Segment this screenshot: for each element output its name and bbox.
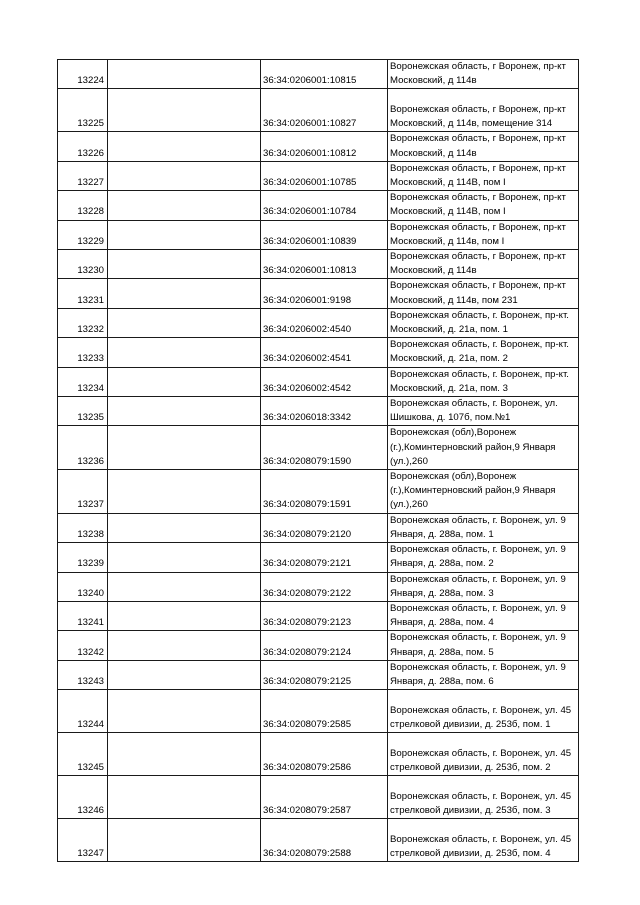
cadastral-number-cell: 36:34:0208079:1591 — [261, 470, 388, 514]
cadastral-number-cell: 36:34:0206002:4541 — [261, 338, 388, 367]
empty-cell — [108, 191, 261, 220]
empty-cell — [108, 308, 261, 337]
cadastral-number-cell: 36:34:0206001:9198 — [261, 279, 388, 308]
table-row — [58, 191, 579, 220]
empty-cell — [108, 250, 261, 279]
empty-cell — [108, 733, 261, 776]
table-row — [58, 397, 579, 426]
table-row — [58, 572, 579, 601]
record-number-cell: 13241 — [58, 601, 108, 630]
property-table — [57, 59, 579, 862]
address-cell: Воронежская область, г Воронеж, пр-кт Московский, д 114В, пом I — [388, 191, 579, 220]
empty-cell — [108, 513, 261, 542]
table-row — [58, 513, 579, 542]
empty-cell — [108, 819, 261, 862]
address-cell: Воронежская область, г. Воронеж, ул. Шишкова, д. 107б, пом.№1 — [388, 397, 579, 426]
table-row — [58, 367, 579, 396]
cadastral-number-cell: 36:34:0206001:10785 — [261, 161, 388, 190]
address-cell: Воронежская область, г Воронеж, пр-кт Московский, д 114в — [388, 250, 579, 279]
table-row — [58, 308, 579, 337]
empty-cell — [108, 397, 261, 426]
address-cell: Воронежская область, г. Воронеж, ул. 45 стрелковой дивизии, д. 253б, пом. 1 — [388, 690, 579, 733]
cadastral-number-cell: 36:34:0208079:2120 — [261, 513, 388, 542]
table-row — [58, 660, 579, 689]
address-cell: Воронежская область, г. Воронеж, ул. 9 Января, д. 288а, пом. 2 — [388, 543, 579, 572]
table-row — [58, 89, 579, 132]
property-table-body — [58, 60, 579, 862]
record-number-cell: 13227 — [58, 161, 108, 190]
cadastral-number-cell: 36:34:0208079:2585 — [261, 690, 388, 733]
empty-cell — [108, 161, 261, 190]
record-number-cell: 13228 — [58, 191, 108, 220]
cadastral-number-cell: 36:34:0206002:4540 — [261, 308, 388, 337]
empty-cell — [108, 572, 261, 601]
record-number-cell: 13226 — [58, 132, 108, 161]
table-row — [58, 776, 579, 819]
empty-cell — [108, 690, 261, 733]
address-cell: Воронежская область, г. Воронеж, ул. 9 Января, д. 288а, пом. 1 — [388, 513, 579, 542]
address-cell: Воронежская область, г. Воронеж, пр-кт. Московский, д. 21а, пом. 1 — [388, 308, 579, 337]
table-row — [58, 132, 579, 161]
record-number-cell: 13245 — [58, 733, 108, 776]
cadastral-number-cell: 36:34:0208079:2121 — [261, 543, 388, 572]
empty-cell — [108, 776, 261, 819]
record-number-cell: 13230 — [58, 250, 108, 279]
empty-cell — [108, 426, 261, 470]
cadastral-number-cell: 36:34:0206001:10812 — [261, 132, 388, 161]
table-row — [58, 279, 579, 308]
cadastral-number-cell: 36:34:0208079:2124 — [261, 631, 388, 660]
record-number-cell: 13233 — [58, 338, 108, 367]
empty-cell — [108, 470, 261, 514]
empty-cell — [108, 543, 261, 572]
empty-cell — [108, 631, 261, 660]
record-number-cell: 13242 — [58, 631, 108, 660]
empty-cell — [108, 89, 261, 132]
cadastral-number-cell: 36:34:0206001:10827 — [261, 89, 388, 132]
record-number-cell: 13232 — [58, 308, 108, 337]
table-row — [58, 543, 579, 572]
table-row — [58, 733, 579, 776]
cadastral-number-cell: 36:34:0208079:2587 — [261, 776, 388, 819]
empty-cell — [108, 60, 261, 89]
record-number-cell: 13234 — [58, 367, 108, 396]
record-number-cell: 13247 — [58, 819, 108, 862]
record-number-cell: 13236 — [58, 426, 108, 470]
address-cell: Воронежская область, г. Воронеж, ул. 9 Января, д. 288а, пом. 5 — [388, 631, 579, 660]
table-row — [58, 631, 579, 660]
address-cell: Воронежская область, г. Воронеж, ул. 9 Января, д. 288а, пом. 4 — [388, 601, 579, 630]
address-cell: Воронежская область, г. Воронеж, ул. 45 стрелковой дивизии, д. 253б, пом. 2 — [388, 733, 579, 776]
empty-cell — [108, 132, 261, 161]
table-row — [58, 250, 579, 279]
record-number-cell: 13239 — [58, 543, 108, 572]
address-cell: Воронежская область, г. Воронеж, ул. 45 стрелковой дивизии, д. 253б, пом. 4 — [388, 819, 579, 862]
cadastral-number-cell: 36:34:0206001:10784 — [261, 191, 388, 220]
table-row — [58, 60, 579, 89]
table-row — [58, 690, 579, 733]
empty-cell — [108, 660, 261, 689]
address-cell: Воронежская область, г Воронеж, пр-кт Московский, д 114в, пом 231 — [388, 279, 579, 308]
address-cell: Воронежская область, г Воронеж, пр-кт Московский, д 114в — [388, 60, 579, 89]
address-cell: Воронежская область, г. Воронеж, пр-кт. Московский, д. 21а, пом. 2 — [388, 338, 579, 367]
cadastral-number-cell: 36:34:0206001:10813 — [261, 250, 388, 279]
record-number-cell: 13246 — [58, 776, 108, 819]
cadastral-number-cell: 36:34:0208079:2588 — [261, 819, 388, 862]
cadastral-number-cell: 36:34:0206001:10815 — [261, 60, 388, 89]
cadastral-number-cell: 36:34:0206002:4542 — [261, 367, 388, 396]
address-cell: Воронежская область, г Воронеж, пр-кт Московский, д 114В, пом I — [388, 161, 579, 190]
record-number-cell: 13229 — [58, 220, 108, 249]
table-row — [58, 161, 579, 190]
address-cell: Воронежская область, г Воронеж, пр-кт Московский, д 114в — [388, 132, 579, 161]
empty-cell — [108, 279, 261, 308]
address-cell: Воронежская (обл),Воронеж (г.),Коминтерновский район,9 Января (ул.),260 — [388, 426, 579, 470]
cadastral-number-cell: 36:34:0208079:2122 — [261, 572, 388, 601]
table-row — [58, 601, 579, 630]
record-number-cell: 13244 — [58, 690, 108, 733]
address-cell: Воронежская область, г Воронеж, пр-кт Московский, д 114в, помещение 314 — [388, 89, 579, 132]
address-cell: Воронежская область, г. Воронеж, ул. 9 Января, д. 288а, пом. 6 — [388, 660, 579, 689]
address-cell: Воронежская область, г. Воронеж, пр-кт. Московский, д. 21а, пом. 3 — [388, 367, 579, 396]
record-number-cell: 13224 — [58, 60, 108, 89]
empty-cell — [108, 601, 261, 630]
table-row — [58, 338, 579, 367]
table-row — [58, 819, 579, 862]
record-number-cell: 13238 — [58, 513, 108, 542]
address-cell: Воронежская область, г. Воронеж, ул. 45 стрелковой дивизии, д. 253б, пом. 3 — [388, 776, 579, 819]
address-cell: Воронежская область, г Воронеж, пр-кт Московский, д 114в, пом I — [388, 220, 579, 249]
cadastral-number-cell: 36:34:0208079:2586 — [261, 733, 388, 776]
address-cell: Воронежская область, г. Воронеж, ул. 9 Января, д. 288а, пом. 3 — [388, 572, 579, 601]
table-row — [58, 470, 579, 514]
cadastral-number-cell: 36:34:0206001:10839 — [261, 220, 388, 249]
record-number-cell: 13225 — [58, 89, 108, 132]
cadastral-number-cell: 36:34:0206018:3342 — [261, 397, 388, 426]
empty-cell — [108, 367, 261, 396]
record-number-cell: 13237 — [58, 470, 108, 514]
address-cell: Воронежская (обл),Воронеж (г.),Коминтерновский район,9 Января (ул.),260 — [388, 470, 579, 514]
empty-cell — [108, 338, 261, 367]
record-number-cell: 13243 — [58, 660, 108, 689]
empty-cell — [108, 220, 261, 249]
table-row — [58, 426, 579, 470]
cadastral-number-cell: 36:34:0208079:2123 — [261, 601, 388, 630]
table-row — [58, 220, 579, 249]
record-number-cell: 13240 — [58, 572, 108, 601]
cadastral-number-cell: 36:34:0208079:2125 — [261, 660, 388, 689]
record-number-cell: 13231 — [58, 279, 108, 308]
cadastral-number-cell: 36:34:0208079:1590 — [261, 426, 388, 470]
record-number-cell: 13235 — [58, 397, 108, 426]
